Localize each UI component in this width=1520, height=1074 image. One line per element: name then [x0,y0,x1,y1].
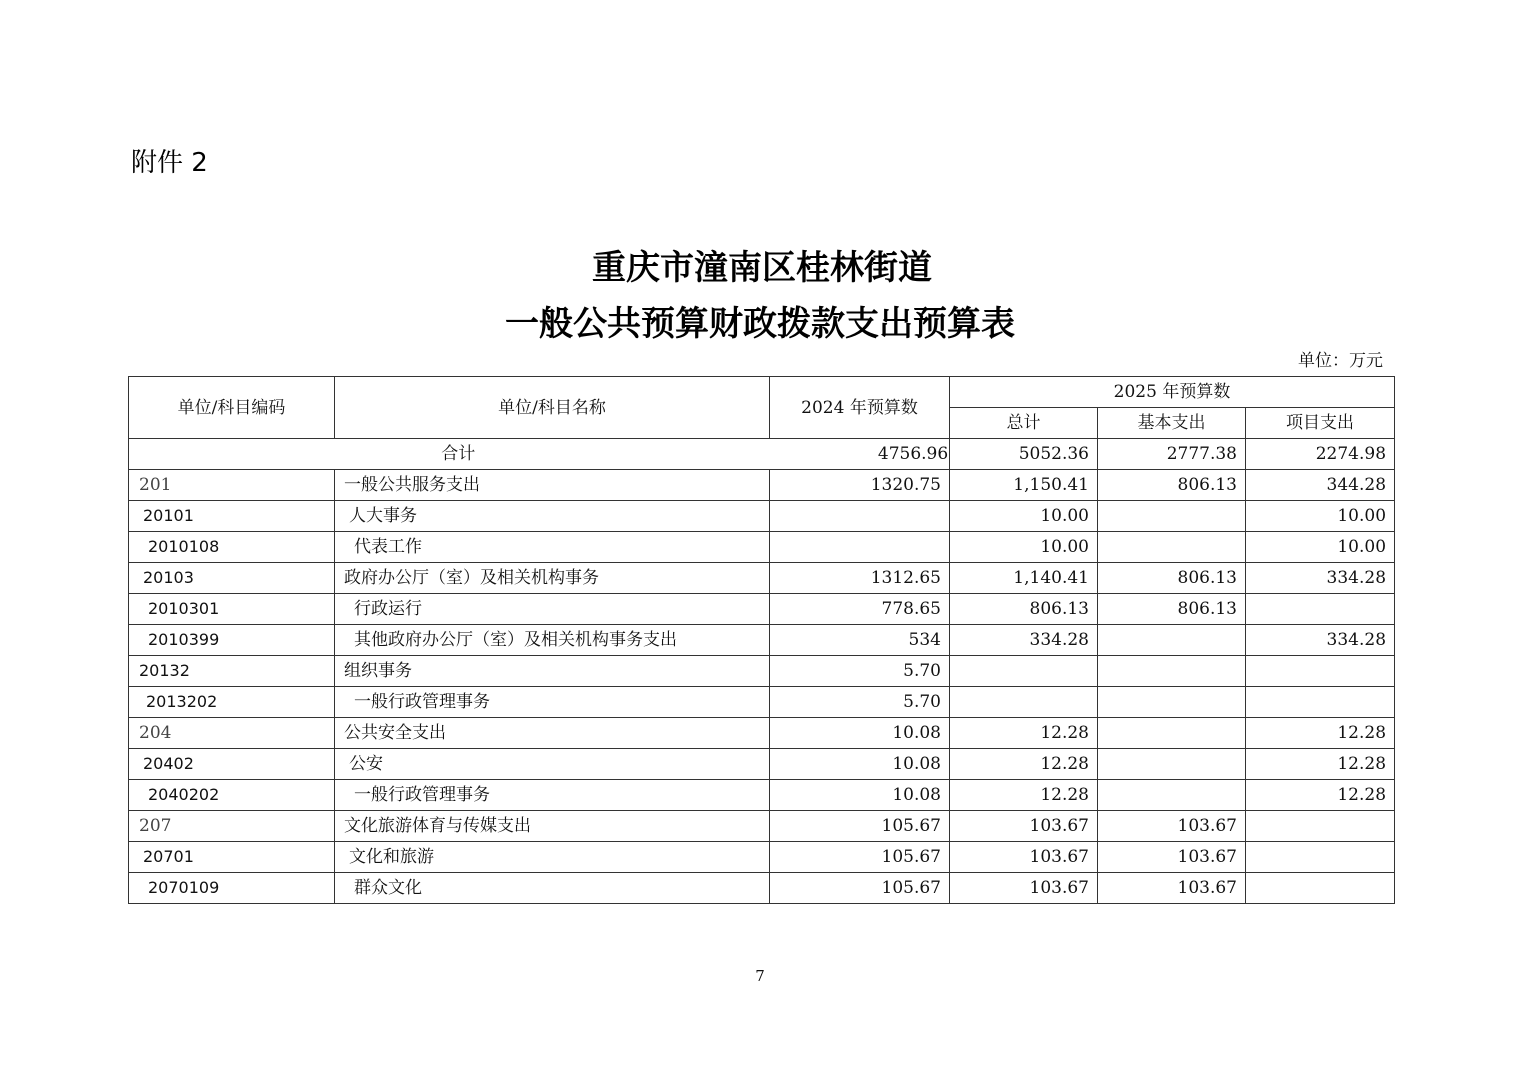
table-row [129,625,1395,656]
row-project: 12.28 [1246,749,1395,780]
row-code: 2070109 [129,873,335,904]
row-basic [1098,718,1246,749]
row-project [1246,811,1395,842]
row-budget-2024: 778.65 [770,594,950,625]
page-number: 7 [755,967,765,985]
table-row [129,718,1395,749]
row-code: 20101 [129,501,335,532]
table-row [129,842,1395,873]
row-name: 群众文化 [335,873,770,904]
row-budget-2024: 10.08 [770,749,950,780]
header-budget-2024: 2024 年预算数 [770,377,950,439]
budget-table-body [129,377,1395,904]
row-name: 文化旅游体育与传媒支出 [335,811,770,842]
row-total: 10.00 [950,501,1098,532]
row-name: 公共安全支出 [335,718,770,749]
row-project: 334.28 [1246,563,1395,594]
row-code: 2013202 [129,687,335,718]
row-project [1246,656,1395,687]
row-budget-2024: 105.67 [770,873,950,904]
total-row [129,439,1395,470]
row-name: 行政运行 [335,594,770,625]
row-total: 103.67 [950,811,1098,842]
row-basic: 806.13 [1098,563,1246,594]
row-code: 20701 [129,842,335,873]
row-name: 一般行政管理事务 [335,780,770,811]
table-row [129,563,1395,594]
row-basic [1098,780,1246,811]
row-basic [1098,687,1246,718]
row-total: 12.28 [950,780,1098,811]
table-row [129,811,1395,842]
table-row [129,470,1395,501]
total-label [129,439,950,470]
row-budget-2024: 5.70 [770,687,950,718]
row-code: 2010301 [129,594,335,625]
table-row [129,656,1395,687]
row-budget-2024: 10.08 [770,780,950,811]
row-total: 334.28 [950,625,1098,656]
row-name: 文化和旅游 [335,842,770,873]
row-total: 103.67 [950,873,1098,904]
row-project [1246,873,1395,904]
row-code: 20132 [129,656,335,687]
header-code: 单位/科目编码 [129,377,335,439]
row-total [950,656,1098,687]
total-2025-basic: 2777.38 [1098,439,1246,470]
header-project: 项目支出 [1246,408,1395,439]
row-basic: 103.67 [1098,873,1246,904]
document-title-line-1: 重庆市潼南区桂林街道 [592,248,932,288]
row-project: 334.28 [1246,625,1395,656]
row-project: 10.00 [1246,501,1395,532]
header-row-1 [129,377,1395,408]
row-total: 10.00 [950,532,1098,563]
header-name: 单位/科目名称 [335,377,770,439]
row-budget-2024 [770,532,950,563]
row-basic: 103.67 [1098,811,1246,842]
row-project: 10.00 [1246,532,1395,563]
row-code: 2040202 [129,780,335,811]
row-budget-2024 [770,501,950,532]
row-project [1246,594,1395,625]
row-total: 806.13 [950,594,1098,625]
row-basic: 806.13 [1098,594,1246,625]
row-project [1246,842,1395,873]
row-project: 12.28 [1246,718,1395,749]
row-basic [1098,532,1246,563]
table-row [129,594,1395,625]
row-basic [1098,501,1246,532]
table-row [129,873,1395,904]
row-total [950,687,1098,718]
row-project: 12.28 [1246,780,1395,811]
row-basic [1098,656,1246,687]
row-budget-2024: 105.67 [770,842,950,873]
row-budget-2024: 1312.65 [770,563,950,594]
row-name: 一般公共服务支出 [335,470,770,501]
row-project: 344.28 [1246,470,1395,501]
row-code: 20402 [129,749,335,780]
row-basic: 103.67 [1098,842,1246,873]
row-name: 政府办公厅（室）及相关机构事务 [335,563,770,594]
row-budget-2024: 10.08 [770,718,950,749]
row-total: 1,140.41 [950,563,1098,594]
row-name: 其他政府办公厅（室）及相关机构事务支出 [335,625,770,656]
table-row [129,780,1395,811]
row-code: 207 [129,811,335,842]
budget-table [128,376,1395,904]
table-row [129,532,1395,563]
row-total: 103.67 [950,842,1098,873]
row-total: 12.28 [950,749,1098,780]
row-budget-2024: 105.67 [770,811,950,842]
row-basic [1098,749,1246,780]
row-code: 20103 [129,563,335,594]
row-code: 204 [129,718,335,749]
attachment-label: 附件 2 [131,148,208,178]
total-2025-total: 5052.36 [950,439,1098,470]
row-code: 2010399 [129,625,335,656]
row-budget-2024: 5.70 [770,656,950,687]
header-total: 总计 [950,408,1098,439]
row-name: 组织事务 [335,656,770,687]
row-code: 2010108 [129,532,335,563]
row-basic: 806.13 [1098,470,1246,501]
table-row [129,501,1395,532]
table-row [129,749,1395,780]
row-budget-2024: 534 [770,625,950,656]
header-budget-2025: 2025 年预算数 [950,377,1395,408]
total-budget-2024: 4756.96 [877,444,949,464]
row-project [1246,687,1395,718]
row-budget-2024: 1320.75 [770,470,950,501]
table-row [129,687,1395,718]
row-total: 1,150.41 [950,470,1098,501]
row-basic [1098,625,1246,656]
row-name: 代表工作 [335,532,770,563]
row-code: 201 [129,470,335,501]
total-label-text: 合计 [441,444,476,464]
row-name: 公安 [335,749,770,780]
document-title-line-2: 一般公共预算财政拨款支出预算表 [505,304,1015,344]
row-name: 一般行政管理事务 [335,687,770,718]
row-name: 人大事务 [335,501,770,532]
header-basic: 基本支出 [1098,408,1246,439]
total-2025-project: 2274.98 [1246,439,1395,470]
unit-label: 单位：万元 [1298,351,1383,371]
row-total: 12.28 [950,718,1098,749]
